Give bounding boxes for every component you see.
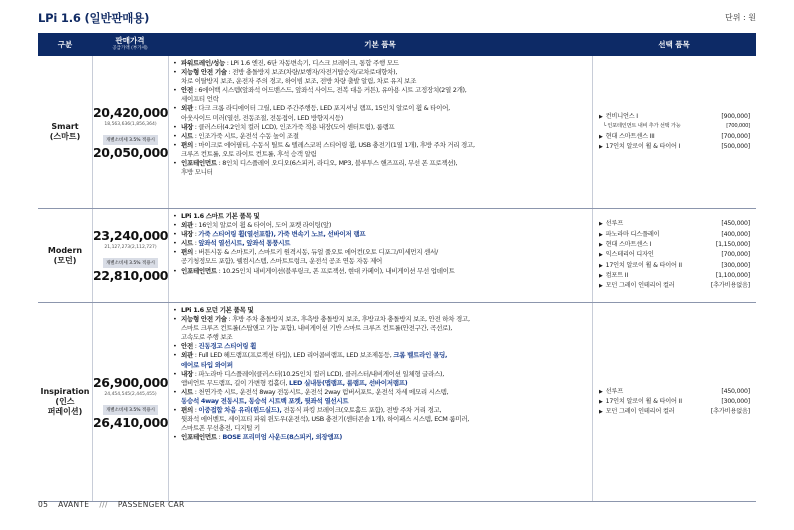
- header-basic: 기본 품목: [364, 40, 396, 49]
- option-price: [450,000]: [721, 387, 750, 395]
- feature-label: LPi 1.6 모던 기본 품목 및: [181, 306, 254, 314]
- option-name: 선루프: [605, 387, 623, 395]
- option-item: [599, 142, 750, 152]
- option-name-wrap: [599, 261, 682, 271]
- option-price: [900,000]: [721, 112, 750, 120]
- arrow-right-icon: ▶: [599, 231, 603, 238]
- feature-item: [173, 342, 588, 351]
- bullet-icon: •: [173, 86, 177, 95]
- feature-label: 안전: [181, 342, 193, 351]
- feature-label: 지능형 안전 기술: [181, 68, 227, 77]
- option-name: 17인치 알로이 휠 & 타이어 II: [605, 261, 682, 269]
- feature-text: 공기청정모드 포함), 웰컴시스템, 스마트트렁크, 운전석 공조 연동 자동 제어: [181, 257, 383, 266]
- option-item: [599, 230, 750, 240]
- option-price: [450,000]: [721, 220, 750, 228]
- bullet-icon: •: [173, 131, 177, 140]
- price-tax-value: 22,810,000: [92, 268, 169, 283]
- option-name-wrap: [599, 230, 659, 240]
- feature-item: [173, 132, 588, 141]
- arrow-right-icon: ▶: [599, 272, 603, 279]
- option-item: [599, 240, 750, 250]
- feature-text: :: [192, 239, 199, 248]
- feature-item: [173, 239, 588, 248]
- feature-continuation: [173, 150, 588, 159]
- model-name: AVANTE: [58, 500, 90, 509]
- option-name-wrap: [599, 271, 628, 281]
- feature-continuation: [173, 397, 588, 406]
- option-price: [300,000]: [721, 397, 750, 405]
- price-cell: [92, 209, 168, 302]
- header-trim: 구분: [57, 40, 73, 49]
- feature-text: 크루즈 컨트롤, 오토 라이트 컨트롤, 후석 승객 알림: [181, 149, 317, 158]
- feature-text: 스마트 크루즈 컨트롤(스탑앤고 기능 포함), 내비게이션 기반 스마트 크루즈 컨트롤(안전구간, 곡선로),: [181, 324, 453, 333]
- feature-item: [173, 59, 588, 68]
- option-list: [592, 56, 756, 208]
- feature-item: [173, 361, 588, 370]
- bullet-icon: •: [173, 406, 177, 415]
- feature-continuation: [173, 415, 588, 424]
- tax-badge: 개별소비세 3.5% 적용시: [103, 258, 158, 268]
- feature-item: [173, 221, 588, 230]
- feature-text: : 천연가죽 시트, 운전석 8way 전동시트, 운전석 2way 럼버서포트, 운전석 자세 메모리 시스템,: [192, 387, 449, 396]
- bullet-icon: •: [173, 122, 177, 131]
- option-price: [700,000]: [721, 251, 750, 259]
- option-name: 현대 스마트센스 I: [605, 241, 652, 249]
- feature-item: [173, 123, 588, 132]
- feature-label: 시트: [181, 387, 193, 396]
- option-name-wrap: [603, 122, 681, 131]
- feature-label: 외관: [181, 221, 193, 230]
- footer-separator: ///: [99, 500, 108, 509]
- feature-item: [173, 267, 588, 276]
- option-name-wrap: [599, 142, 680, 152]
- feature-highlight: 크롬 벨트라인 몰딩,: [393, 351, 448, 360]
- feature-item: [173, 230, 588, 239]
- option-item: [599, 250, 750, 260]
- bullet-icon: •: [173, 369, 177, 378]
- feature-text: 차로 이탈방지 보조, 운전자 주의 경고, 하이빔 보조, 전방 차량 출발 알림, 차로 유지 보조: [181, 77, 417, 86]
- option-item: [599, 122, 750, 131]
- option-name-wrap: [599, 250, 654, 260]
- option-name: 파노라마 디스플레이: [605, 230, 660, 238]
- page-footer: [38, 500, 184, 509]
- feature-text: : 클러스터(4.2인치 컬러 LCD), 인조가죽 적용 내장(도어 센터트림), 룸램프: [192, 122, 395, 131]
- trim-row: [38, 209, 756, 303]
- arrow-right-icon: ▶: [599, 409, 603, 416]
- option-item: [599, 271, 750, 281]
- feature-label: 내장: [181, 122, 193, 131]
- price-cell: [92, 303, 168, 501]
- feature-item: [173, 406, 588, 415]
- feature-item: [173, 351, 588, 360]
- feature-continuation: [173, 168, 588, 177]
- option-name: └ 인포테인먼트 내비 추가 선택 가능: [603, 123, 681, 130]
- trim-row: [38, 303, 756, 502]
- feature-item: [173, 168, 588, 177]
- basic-features: [168, 209, 592, 302]
- feature-item: [173, 104, 588, 113]
- feature-item: [173, 397, 588, 406]
- trim-name: Modern (모던): [47, 245, 83, 265]
- page-title: LPi 1.6 (일반판매용): [38, 11, 150, 25]
- option-name: 현대 스마트센스 III: [605, 132, 655, 140]
- bullet-icon: •: [173, 248, 177, 257]
- option-name-wrap: [599, 387, 623, 397]
- feature-text: : LPi 1.6 엔진, 6단 자동변속기, 디스크 브레이크, 통합 주행 모드: [224, 59, 399, 67]
- bullet-icon: •: [173, 212, 177, 220]
- feature-text: : 전방 충돌방지 보조(차량/보행자/자전거탑승자/교차로대향차),: [226, 68, 398, 77]
- option-name-wrap: [599, 397, 682, 407]
- price-value: 20,420,000: [92, 104, 169, 120]
- option-item: [599, 407, 750, 417]
- feature-label: 편의: [181, 406, 193, 415]
- bullet-icon: •: [173, 342, 177, 351]
- bullet-icon: •: [173, 433, 177, 442]
- feature-text: 앰비언트 무드램프, 길이 가변형 컵홀더,: [181, 378, 290, 387]
- header-price: [92, 37, 168, 53]
- option-item: [599, 132, 750, 142]
- feature-text: : 16인치 알로이 휠 & 타이어, 도어 포켓 라이팅(앞): [192, 221, 332, 230]
- price-table: [38, 33, 756, 502]
- price-value: 26,900,000: [92, 374, 169, 390]
- feature-item: [173, 324, 588, 333]
- feature-text: : 인조가죽 시트, 운전석 수동 높이 조절: [192, 131, 299, 140]
- table-header: [38, 33, 756, 56]
- header-price-label: 판매가격: [115, 35, 145, 45]
- bullet-icon: •: [173, 387, 177, 396]
- option-item: [599, 387, 750, 397]
- trim-name: Smart (스마트): [49, 122, 81, 141]
- feature-highlight: 에어로 타입 와이퍼: [181, 360, 233, 369]
- feature-label: 외관: [181, 104, 193, 113]
- arrow-right-icon: ▶: [599, 242, 603, 249]
- arrow-right-icon: ▶: [599, 388, 603, 395]
- feature-item: [173, 257, 588, 266]
- feature-text: : 파노라마 디스플레이(클러스터(10.25인치 컬러 LCD), 클러스터/내비게이션 일체형 글라스),: [192, 369, 445, 378]
- option-list: [592, 303, 756, 501]
- feature-highlight: 이중접합 차음 유리(윈드실드),: [198, 406, 282, 415]
- option-name-wrap: [599, 281, 675, 291]
- feature-item: [173, 159, 588, 168]
- basic-features: [168, 303, 592, 501]
- feature-highlight: LED 실내등(맵램프, 룸램프, 선바이저램프): [289, 378, 408, 387]
- price-value: 23,240,000: [92, 228, 169, 243]
- feature-item: [173, 86, 588, 95]
- feature-label: 편의: [181, 248, 193, 257]
- feature-label: 시트: [181, 131, 193, 140]
- feature-continuation: [173, 324, 588, 333]
- arrow-right-icon: ▶: [599, 283, 603, 290]
- option-item: [599, 397, 750, 407]
- option-price: [추가비용없음]: [710, 282, 750, 290]
- header-price-sub: 공급가액 (부가세): [112, 45, 148, 51]
- feature-text: : 다크 크롬 라디에이터 그릴, LED 주간주행등, LED 포지셔닝 램프, 15인치 알로이 휠 & 타이어,: [192, 104, 450, 113]
- feature-item: [173, 114, 588, 123]
- price-tax-value: 20,050,000: [92, 144, 169, 160]
- feature-item: [173, 77, 588, 86]
- feature-item: [173, 379, 588, 388]
- feature-item: [173, 141, 588, 150]
- option-item: [599, 261, 750, 271]
- feature-continuation: [173, 114, 588, 123]
- tax-badge: 개별소비세 3.5% 적용시: [103, 405, 158, 415]
- unit-label: 단위 : 원: [725, 13, 756, 22]
- feature-text: :: [192, 230, 199, 239]
- bullet-icon: •: [173, 266, 177, 275]
- feature-label: 내장: [181, 369, 193, 378]
- option-name-wrap: [599, 219, 623, 229]
- bullet-icon: •: [173, 140, 177, 149]
- bullet-icon: •: [173, 159, 177, 168]
- feature-text: 뒷좌석 에어벤트, 세이프티 파워 윈도우(운전석), USB 충전기(센터콘솔 1개), 하이패스 시스템, ECM 룸미러,: [181, 415, 470, 424]
- feature-item: [173, 433, 588, 442]
- option-name-wrap: [599, 132, 655, 142]
- feature-text: : 8인치 디스플레이 오디오(6스피커, 라디오, MP3, 블루투스 핸즈프리, 무선 폰 프로젝션),: [216, 159, 458, 168]
- option-name-wrap: [599, 240, 651, 250]
- option-name: 익스테리어 디자인: [605, 251, 654, 259]
- arrow-right-icon: ▶: [599, 262, 603, 269]
- feature-continuation: [173, 257, 588, 266]
- option-item: [599, 112, 750, 122]
- option-list: [592, 209, 756, 302]
- option-name: 컨비니언스 I: [605, 112, 638, 120]
- bullet-icon: •: [173, 239, 177, 248]
- option-price: [300,000]: [721, 261, 750, 269]
- feature-item: [173, 306, 588, 315]
- trim-name: Inspiration (인스 퍼레이션): [40, 387, 90, 416]
- option-price: [700,000]: [726, 123, 750, 130]
- feature-label: 지능형 안전 기술: [181, 315, 227, 324]
- arrow-right-icon: ▶: [599, 143, 603, 150]
- option-price: [1,150,000]: [715, 241, 750, 249]
- tax-badge: 개별소비세 3.5% 적용시: [103, 135, 158, 145]
- feature-text: :: [216, 433, 223, 442]
- feature-highlight: 동승석 4way 전동시트, 동승석 시트백 포켓, 뒷좌석 열선시트: [181, 396, 349, 405]
- feature-label: 파워트레인/성능: [181, 59, 225, 67]
- feature-label: 내장: [181, 230, 193, 239]
- feature-text: : 버튼시동 & 스마트키, 스마트키 원격시동, 듀얼 풀오토 에어컨(오토 디포그/미세먼지 센서/: [192, 248, 438, 257]
- option-price: [500,000]: [721, 142, 750, 150]
- feature-continuation: [173, 95, 588, 104]
- feature-text-tail: 전동식 파킹 브레이크(오토홀드 포함), 전방 주차 거리 경고,: [281, 406, 442, 415]
- feature-text: 세이프티 언락: [181, 95, 219, 104]
- page-number: 05: [38, 500, 49, 509]
- feature-label: 외관: [181, 351, 193, 360]
- feature-item: [173, 415, 588, 424]
- feature-label: 인포테인먼트: [181, 159, 217, 168]
- price-supply: 18,563,636(1,856,364): [104, 121, 157, 127]
- feature-label: LPi 1.6 스마트 기본 품목 및: [181, 212, 260, 220]
- feature-item: [173, 315, 588, 324]
- option-price: [1,100,000]: [715, 271, 750, 279]
- feature-text: 스마트폰 무선충전, 디지털 키: [181, 424, 260, 433]
- category-name: PASSENGER CAR: [117, 500, 185, 509]
- feature-text: : 10.25인치 내비게이션(블루링크, 폰 프로젝션, 현대 카페이), 내비게이션 무선 업데이트: [216, 266, 455, 275]
- bullet-icon: •: [173, 306, 177, 314]
- price-tax-value: 26,410,000: [92, 414, 169, 430]
- bullet-icon: •: [173, 351, 177, 360]
- header-option: 선택 품목: [658, 40, 690, 49]
- option-name: 17인치 알로이 휠 & 타이어 II: [605, 397, 682, 405]
- feature-continuation: [173, 379, 588, 388]
- feature-label: 인포테인먼트: [181, 266, 217, 275]
- feature-text: 후방 모니터: [181, 168, 213, 177]
- bullet-icon: •: [173, 221, 177, 230]
- option-price: [700,000]: [721, 132, 750, 140]
- feature-highlight: 앞좌석 열선시트, 앞좌석 통풍시트: [198, 239, 291, 248]
- feature-text: : 마이크로 에어필터, 수동식 틸트 & 텔레스코픽 스티어링 휠, USB 충전기(1열 1개), 후방 주차 거리 경고,: [192, 140, 475, 149]
- option-item: [599, 281, 750, 291]
- feature-label: 시트: [181, 239, 193, 248]
- feature-text: : Full LED 헤드램프(프로젝션 타입), LED 리어콤비램프, LED 보조제동등,: [192, 351, 394, 360]
- feature-highlight: BOSE 프리미엄 사운드(8스피커, 외장앰프): [222, 433, 343, 442]
- feature-continuation: [173, 77, 588, 86]
- price-cell: [92, 56, 168, 208]
- feature-item: [173, 212, 588, 221]
- bullet-icon: •: [173, 104, 177, 113]
- price-supply: 21,127,273(2,112,727): [104, 245, 157, 250]
- bullet-icon: •: [173, 59, 177, 67]
- feature-label: 인포테인먼트: [181, 433, 217, 442]
- feature-item: [173, 150, 588, 159]
- option-name: 모던 그레이 인테리어 컬러: [605, 282, 675, 290]
- feature-text: : 후방 주차 충돌방지 보조, 후측방 충돌방지 보조, 후방교차 충돌방지 보조, 안전 하차 경고,: [226, 315, 470, 324]
- feature-label: 편의: [181, 140, 193, 149]
- feature-text: 고속도로 주행 보조: [181, 333, 233, 342]
- trim-row: [38, 56, 756, 209]
- arrow-right-icon: ▶: [599, 221, 603, 228]
- feature-text: 아웃사이드 미러(열선, 전동조절, 전동접이, LED 방향지시등): [181, 113, 343, 122]
- basic-features: [168, 56, 592, 208]
- arrow-right-icon: ▶: [599, 252, 603, 259]
- feature-continuation: [173, 333, 588, 342]
- option-name-wrap: [599, 407, 675, 417]
- feature-text: :: [192, 406, 199, 415]
- option-name: 17인치 알로이 휠 & 타이어 I: [605, 142, 681, 150]
- feature-item: [173, 424, 588, 433]
- feature-text: :: [192, 342, 199, 351]
- feature-item: [173, 95, 588, 104]
- bullet-icon: •: [173, 315, 177, 324]
- feature-text: : 6에어백 시스템(앞좌석 어드밴스드, 앞좌석 사이드, 전복 대응 커튼), 유아용 시트 고정장치(2열 2개),: [192, 86, 467, 95]
- bullet-icon: •: [173, 230, 177, 239]
- option-name-wrap: [599, 112, 638, 122]
- option-name: 모던 그레이 인테리어 컬러: [605, 408, 675, 416]
- bullet-icon: •: [173, 68, 177, 77]
- arrow-right-icon: ▶: [599, 133, 603, 140]
- option-price: [추가비용없음]: [710, 408, 750, 416]
- arrow-right-icon: ▶: [599, 398, 603, 405]
- arrow-right-icon: ▶: [599, 113, 603, 120]
- feature-continuation: [173, 424, 588, 433]
- feature-item: [173, 68, 588, 77]
- feature-label: 안전: [181, 86, 193, 95]
- feature-highlight: 가죽 스티어링 휠(열선포함), 가죽 변속기 노브, 선바이저 램프: [198, 230, 366, 239]
- option-name: 선루프: [605, 220, 623, 228]
- feature-item: [173, 370, 588, 379]
- feature-continuation: [173, 361, 588, 370]
- feature-item: [173, 388, 588, 397]
- option-price: [400,000]: [721, 230, 750, 238]
- option-item: [599, 219, 750, 229]
- option-name: 컴포트 II: [605, 271, 629, 279]
- price-supply: 24,454,545(2,445,455): [104, 391, 157, 397]
- feature-highlight: 진동경고 스티어링 휠: [198, 342, 257, 351]
- feature-item: [173, 248, 588, 257]
- feature-item: [173, 333, 588, 342]
